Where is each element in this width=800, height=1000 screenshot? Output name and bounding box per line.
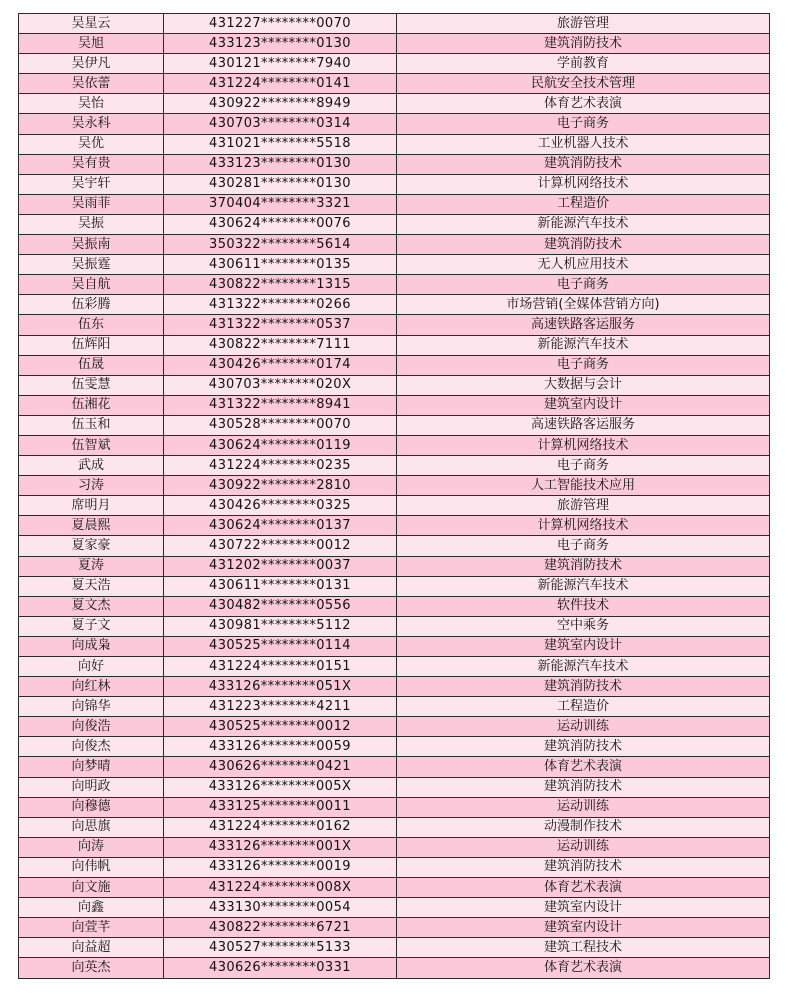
major-cell: 计算机网络技术 bbox=[397, 174, 770, 194]
id-number-cell: 431224********0141 bbox=[164, 74, 397, 94]
student-name-cell: 向英杰 bbox=[19, 958, 164, 978]
id-number-cell: 430703********0314 bbox=[164, 114, 397, 134]
id-number-cell: 431202********0037 bbox=[164, 556, 397, 576]
table-row bbox=[19, 496, 770, 516]
table-row bbox=[19, 395, 770, 415]
major-cell: 工程造价 bbox=[397, 697, 770, 717]
table-row bbox=[19, 335, 770, 355]
student-name-cell: 向好 bbox=[19, 657, 164, 677]
student-name-cell: 吴永科 bbox=[19, 114, 164, 134]
table-row bbox=[19, 576, 770, 596]
major-cell: 建筑室内设计 bbox=[397, 918, 770, 938]
student-name-cell: 吴旭 bbox=[19, 34, 164, 54]
major-cell: 运动训练 bbox=[397, 717, 770, 737]
student-name-cell: 伍辉阳 bbox=[19, 335, 164, 355]
student-name-cell: 向伟帆 bbox=[19, 857, 164, 877]
table-row bbox=[19, 134, 770, 154]
student-name-cell: 吴星云 bbox=[19, 14, 164, 34]
student-name-cell: 伍湘花 bbox=[19, 395, 164, 415]
student-name-cell: 伍彩腾 bbox=[19, 295, 164, 315]
id-number-cell: 431224********0151 bbox=[164, 657, 397, 677]
major-cell: 运动训练 bbox=[397, 797, 770, 817]
student-name-cell: 夏天浩 bbox=[19, 576, 164, 596]
student-name-cell: 习涛 bbox=[19, 476, 164, 496]
major-cell: 建筑消防技术 bbox=[397, 777, 770, 797]
major-cell: 旅游管理 bbox=[397, 14, 770, 34]
student-name-cell: 席明月 bbox=[19, 496, 164, 516]
major-cell: 电子商务 bbox=[397, 456, 770, 476]
table-row bbox=[19, 697, 770, 717]
table-row bbox=[19, 898, 770, 918]
table-row bbox=[19, 797, 770, 817]
id-number-cell: 430624********0119 bbox=[164, 435, 397, 455]
student-name-cell: 向鑫 bbox=[19, 898, 164, 918]
table-row bbox=[19, 516, 770, 536]
major-cell: 体育艺术表演 bbox=[397, 757, 770, 777]
student-name-cell: 吴振南 bbox=[19, 235, 164, 255]
student-name-cell: 向萱芊 bbox=[19, 918, 164, 938]
major-cell: 新能源汽车技术 bbox=[397, 214, 770, 234]
major-cell: 新能源汽车技术 bbox=[397, 335, 770, 355]
id-number-cell: 430121********7940 bbox=[164, 54, 397, 74]
student-name-cell: 吴振霆 bbox=[19, 255, 164, 275]
table-row bbox=[19, 214, 770, 234]
major-cell: 无人机应用技术 bbox=[397, 255, 770, 275]
table-row bbox=[19, 596, 770, 616]
major-cell: 高速铁路客运服务 bbox=[397, 315, 770, 335]
table-row bbox=[19, 94, 770, 114]
major-cell: 建筑室内设计 bbox=[397, 898, 770, 918]
id-number-cell: 430426********0325 bbox=[164, 496, 397, 516]
student-name-cell: 向文施 bbox=[19, 878, 164, 898]
major-cell: 工程造价 bbox=[397, 194, 770, 214]
student-name-cell: 夏家豪 bbox=[19, 536, 164, 556]
major-cell: 市场营销(全媒体营销方向) bbox=[397, 295, 770, 315]
id-number-cell: 430922********8949 bbox=[164, 94, 397, 114]
id-number-cell: 430822********6721 bbox=[164, 918, 397, 938]
id-number-cell: 433126********051X bbox=[164, 677, 397, 697]
table-row bbox=[19, 677, 770, 697]
major-cell: 建筑消防技术 bbox=[397, 677, 770, 697]
student-name-cell: 夏子文 bbox=[19, 616, 164, 636]
table-row bbox=[19, 777, 770, 797]
student-name-cell: 伍智斌 bbox=[19, 435, 164, 455]
table-row bbox=[19, 34, 770, 54]
table-row bbox=[19, 616, 770, 636]
id-number-cell: 430281********0130 bbox=[164, 174, 397, 194]
student-name-cell: 吴自航 bbox=[19, 275, 164, 295]
major-cell: 电子商务 bbox=[397, 536, 770, 556]
major-cell: 建筑消防技术 bbox=[397, 235, 770, 255]
student-name-cell: 伍玉和 bbox=[19, 415, 164, 435]
id-number-cell: 430527********5133 bbox=[164, 938, 397, 958]
student-name-cell: 伍晟 bbox=[19, 355, 164, 375]
major-cell: 电子商务 bbox=[397, 114, 770, 134]
id-number-cell: 431021********5518 bbox=[164, 134, 397, 154]
student-name-cell: 武成 bbox=[19, 456, 164, 476]
student-name-cell: 吴怡 bbox=[19, 94, 164, 114]
major-cell: 大数据与会计 bbox=[397, 375, 770, 395]
table-row bbox=[19, 717, 770, 737]
student-name-cell: 向思旗 bbox=[19, 817, 164, 837]
id-number-cell: 430626********0331 bbox=[164, 958, 397, 978]
major-cell: 高速铁路客运服务 bbox=[397, 415, 770, 435]
id-number-cell: 430525********0114 bbox=[164, 636, 397, 656]
table-row bbox=[19, 174, 770, 194]
major-cell: 空中乘务 bbox=[397, 616, 770, 636]
student-name-cell: 吴振 bbox=[19, 214, 164, 234]
student-name-cell: 伍雯慧 bbox=[19, 375, 164, 395]
id-number-cell: 431224********008X bbox=[164, 878, 397, 898]
major-cell: 建筑消防技术 bbox=[397, 154, 770, 174]
table-row bbox=[19, 295, 770, 315]
id-number-cell: 430624********0076 bbox=[164, 214, 397, 234]
id-number-cell: 370404********3321 bbox=[164, 194, 397, 214]
major-cell: 电子商务 bbox=[397, 355, 770, 375]
student-name-cell: 吴依蕾 bbox=[19, 74, 164, 94]
table-row bbox=[19, 54, 770, 74]
table-row bbox=[19, 757, 770, 777]
table-row bbox=[19, 938, 770, 958]
id-number-cell: 430981********5112 bbox=[164, 616, 397, 636]
major-cell: 新能源汽车技术 bbox=[397, 657, 770, 677]
id-number-cell: 433125********0011 bbox=[164, 797, 397, 817]
student-name-cell: 吴雨菲 bbox=[19, 194, 164, 214]
table-row bbox=[19, 958, 770, 978]
student-name-cell: 夏涛 bbox=[19, 556, 164, 576]
student-name-cell: 向俊杰 bbox=[19, 737, 164, 757]
id-number-cell: 433123********0130 bbox=[164, 154, 397, 174]
major-cell: 体育艺术表演 bbox=[397, 958, 770, 978]
id-number-cell: 433126********0059 bbox=[164, 737, 397, 757]
table-row bbox=[19, 556, 770, 576]
table-row bbox=[19, 456, 770, 476]
student-name-cell: 吴伊凡 bbox=[19, 54, 164, 74]
table-row bbox=[19, 415, 770, 435]
table-row bbox=[19, 737, 770, 757]
student-name-cell: 吴有贵 bbox=[19, 154, 164, 174]
id-number-cell: 430482********0556 bbox=[164, 596, 397, 616]
id-number-cell: 433130********0054 bbox=[164, 898, 397, 918]
table-row bbox=[19, 315, 770, 335]
id-number-cell: 430722********0012 bbox=[164, 536, 397, 556]
student-name-cell: 夏文杰 bbox=[19, 596, 164, 616]
id-number-cell: 431224********0162 bbox=[164, 817, 397, 837]
student-name-cell: 伍东 bbox=[19, 315, 164, 335]
id-number-cell: 350322********5614 bbox=[164, 235, 397, 255]
id-number-cell: 430922********2810 bbox=[164, 476, 397, 496]
student-name-cell: 向红林 bbox=[19, 677, 164, 697]
roster-body bbox=[19, 14, 770, 979]
table-row bbox=[19, 14, 770, 34]
table-row bbox=[19, 857, 770, 877]
major-cell: 建筑消防技术 bbox=[397, 737, 770, 757]
table-row bbox=[19, 918, 770, 938]
student-name-cell: 向梦晴 bbox=[19, 757, 164, 777]
id-number-cell: 430426********0174 bbox=[164, 355, 397, 375]
id-number-cell: 430822********7111 bbox=[164, 335, 397, 355]
table-row bbox=[19, 817, 770, 837]
id-number-cell: 433126********005X bbox=[164, 777, 397, 797]
id-number-cell: 431223********4211 bbox=[164, 697, 397, 717]
id-number-cell: 431224********0235 bbox=[164, 456, 397, 476]
table-row bbox=[19, 114, 770, 134]
major-cell: 建筑室内设计 bbox=[397, 636, 770, 656]
table-row bbox=[19, 154, 770, 174]
id-number-cell: 433126********0019 bbox=[164, 857, 397, 877]
student-roster-table bbox=[18, 13, 770, 979]
table-row bbox=[19, 255, 770, 275]
student-name-cell: 向明政 bbox=[19, 777, 164, 797]
student-name-cell: 向成枭 bbox=[19, 636, 164, 656]
id-number-cell: 430528********0070 bbox=[164, 415, 397, 435]
table-row bbox=[19, 878, 770, 898]
student-name-cell: 向穆德 bbox=[19, 797, 164, 817]
major-cell: 运动训练 bbox=[397, 837, 770, 857]
table-row bbox=[19, 235, 770, 255]
id-number-cell: 433126********001X bbox=[164, 837, 397, 857]
table-row bbox=[19, 536, 770, 556]
table-row bbox=[19, 74, 770, 94]
id-number-cell: 430626********0421 bbox=[164, 757, 397, 777]
major-cell: 电子商务 bbox=[397, 275, 770, 295]
table-row bbox=[19, 275, 770, 295]
id-number-cell: 430703********020X bbox=[164, 375, 397, 395]
id-number-cell: 430525********0012 bbox=[164, 717, 397, 737]
student-name-cell: 吴宇轩 bbox=[19, 174, 164, 194]
table-row bbox=[19, 657, 770, 677]
table-row bbox=[19, 435, 770, 455]
student-name-cell: 向益超 bbox=[19, 938, 164, 958]
major-cell: 旅游管理 bbox=[397, 496, 770, 516]
student-name-cell: 向俊浩 bbox=[19, 717, 164, 737]
major-cell: 学前教育 bbox=[397, 54, 770, 74]
major-cell: 建筑消防技术 bbox=[397, 556, 770, 576]
id-number-cell: 430624********0137 bbox=[164, 516, 397, 536]
major-cell: 工业机器人技术 bbox=[397, 134, 770, 154]
major-cell: 人工智能技术应用 bbox=[397, 476, 770, 496]
major-cell: 计算机网络技术 bbox=[397, 435, 770, 455]
table-row bbox=[19, 194, 770, 214]
major-cell: 新能源汽车技术 bbox=[397, 576, 770, 596]
id-number-cell: 431322********0537 bbox=[164, 315, 397, 335]
major-cell: 体育艺术表演 bbox=[397, 878, 770, 898]
student-name-cell: 向涛 bbox=[19, 837, 164, 857]
major-cell: 民航安全技术管理 bbox=[397, 74, 770, 94]
table-row bbox=[19, 837, 770, 857]
major-cell: 动漫制作技术 bbox=[397, 817, 770, 837]
id-number-cell: 431322********8941 bbox=[164, 395, 397, 415]
table-row bbox=[19, 375, 770, 395]
student-name-cell: 夏晨熙 bbox=[19, 516, 164, 536]
table-row bbox=[19, 355, 770, 375]
table-row bbox=[19, 636, 770, 656]
student-name-cell: 向锦华 bbox=[19, 697, 164, 717]
student-name-cell: 吴优 bbox=[19, 134, 164, 154]
major-cell: 建筑消防技术 bbox=[397, 857, 770, 877]
id-number-cell: 430822********1315 bbox=[164, 275, 397, 295]
id-number-cell: 430611********0135 bbox=[164, 255, 397, 275]
major-cell: 建筑工程技术 bbox=[397, 938, 770, 958]
major-cell: 计算机网络技术 bbox=[397, 516, 770, 536]
major-cell: 建筑室内设计 bbox=[397, 395, 770, 415]
major-cell: 体育艺术表演 bbox=[397, 94, 770, 114]
id-number-cell: 431227********0070 bbox=[164, 14, 397, 34]
table-row bbox=[19, 476, 770, 496]
id-number-cell: 433123********0130 bbox=[164, 34, 397, 54]
id-number-cell: 431322********0266 bbox=[164, 295, 397, 315]
major-cell: 建筑消防技术 bbox=[397, 34, 770, 54]
id-number-cell: 430611********0131 bbox=[164, 576, 397, 596]
major-cell: 软件技术 bbox=[397, 596, 770, 616]
